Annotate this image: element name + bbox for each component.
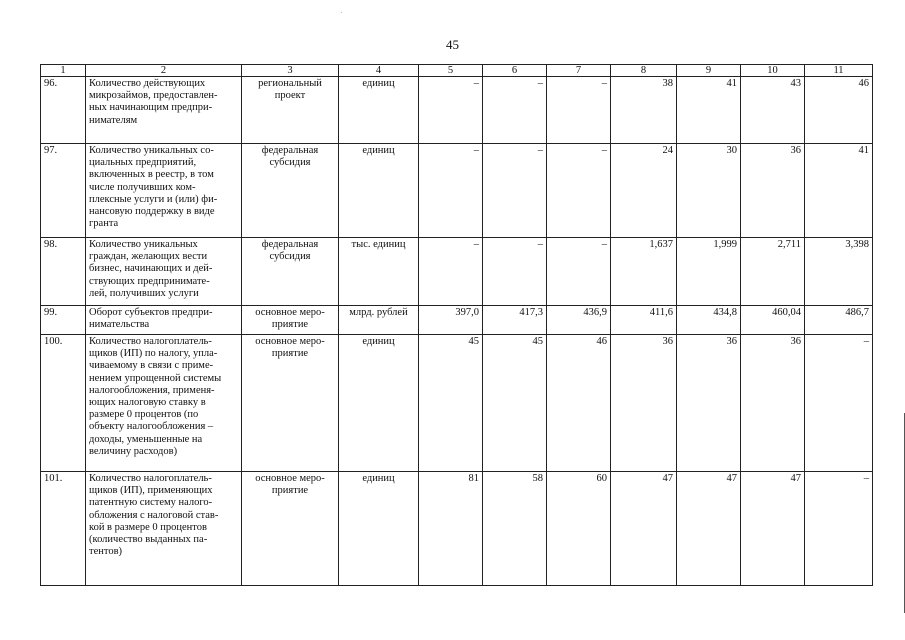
row-number: 101. [41,472,86,586]
indicator-name-line: (количество выданных па- [89,534,208,546]
value-cell: 411,6 [611,306,677,335]
indicator-name-line: Количество налогоплатель- [89,473,212,484]
header-cell: 3 [242,65,339,77]
value-cell: 38 [611,77,677,144]
indicator-name-line: Количество уникальных [89,239,198,250]
value-cell: – [547,77,611,144]
source-line: приятие [271,319,309,331]
source-line: субсидия [269,251,311,263]
source-line: федеральная [261,239,319,250]
indicator-name-line: обложения с налоговой став- [89,509,219,521]
value-cell: 47 [741,472,805,586]
indicator-name-line: Количество налогоплатель- [89,336,212,347]
header-cell: 10 [741,65,805,77]
row-number: 97. [41,144,86,238]
column-number-row [41,65,873,77]
value-cell: – [419,77,483,144]
indicator-name-line: кой в размере 0 процентов [89,521,207,533]
value-cell: 41 [805,144,873,238]
indicator-name-line: щиков (ИП) по налогу, упла- [89,348,218,360]
unit-cell: млрд. рублей [339,306,419,335]
indicator-name-line: доходы, уменьшенные на [89,433,203,445]
source-line: приятие [271,485,309,497]
table-row [41,77,873,144]
header-cell: 6 [483,65,547,77]
indicator-name-line: нимательства [89,319,150,331]
source-cell [242,77,339,144]
value-cell: 43 [741,77,805,144]
source-cell [242,144,339,238]
source-line: региональный [258,78,322,89]
unit-cell: единиц [339,77,419,144]
indicator-name [86,77,242,144]
value-cell: – [419,238,483,306]
indicator-name-line: ющих налоговую ставку в [89,397,206,409]
source-line: субсидия [269,157,311,169]
value-cell: 460,04 [741,306,805,335]
indicator-name-line: величину расходов) [89,445,178,457]
value-cell: 47 [677,472,741,586]
row-number: 100. [41,335,86,472]
value-cell: 24 [611,144,677,238]
source-cell [242,238,339,306]
header-cell: 8 [611,65,677,77]
indicator-name-line: щиков (ИП), применяющих [89,485,213,497]
header-cell: 1 [41,65,86,77]
indicator-name-line: Количество уникальных со- [89,145,214,156]
indicator-name-line: нением упрощенной системы [89,372,222,384]
table-row [41,144,873,238]
table-row [41,472,873,586]
indicator-name-line: налогообложения, применя- [89,384,215,396]
value-cell: 30 [677,144,741,238]
indicator-name-line: объекту налогообложения – [89,421,214,433]
header-cell: 5 [419,65,483,77]
value-cell: 3,398 [805,238,873,306]
value-cell: 1,637 [611,238,677,306]
indicator-name [86,238,242,306]
source-cell [242,472,339,586]
source-line: основное меро- [255,473,325,484]
header-cell: 2 [86,65,242,77]
indicator-name [86,306,242,335]
value-cell: – [547,144,611,238]
unit-cell: единиц [339,335,419,472]
indicator-name [86,144,242,238]
indicator-name-line: циальных предприятий, [89,157,197,169]
header-cell: 4 [339,65,419,77]
indicator-name-line: микрозаймов, предоставлен- [89,90,218,102]
indicator-name-line: патентную систему налого- [89,497,213,509]
value-cell: – [483,77,547,144]
value-cell: 60 [547,472,611,586]
value-cell: 58 [483,472,547,586]
value-cell: 45 [483,335,547,472]
source-line: проект [274,90,306,102]
indicator-name-line: Оборот субъектов предпри- [89,307,213,318]
value-cell: 36 [611,335,677,472]
value-cell: 81 [419,472,483,586]
row-number: 96. [41,77,86,144]
value-cell: – [805,472,873,586]
source-line: основное меро- [255,307,325,318]
value-cell: 36 [677,335,741,472]
table-row [41,238,873,306]
value-cell: 45 [419,335,483,472]
indicator-name-line: граждан, желающих вести [89,251,208,263]
indicator-name [86,335,242,472]
indicator-name-line: размере 0 процентов (по [89,409,199,421]
value-cell: 36 [741,144,805,238]
value-cell: 397,0 [419,306,483,335]
source-line: основное меро- [255,336,325,347]
page-number: 45 [446,37,459,52]
indicators-table [40,64,873,586]
table-row [41,335,873,472]
unit-cell: единиц [339,472,419,586]
value-cell: 2,711 [741,238,805,306]
value-cell: 417,3 [483,306,547,335]
header-cell: 9 [677,65,741,77]
value-cell: – [805,335,873,472]
indicator-name-line: бизнес, начинающих и дей- [89,263,213,275]
unit-cell: тыс. единиц [339,238,419,306]
indicator-name-line: ных начинающим предпри- [89,102,213,114]
indicator-name-line: Количество действующих [89,78,206,89]
indicator-name-line: нимателям [89,114,138,126]
indicator-name-line: тентов) [89,546,123,558]
indicator-name-line: нансовую поддержку в виде [89,206,215,218]
indicator-name-line: ствующих предпринимате- [89,275,210,287]
header-cell: 11 [805,65,873,77]
indicator-name-line: гранта [89,218,119,230]
value-cell: 1,999 [677,238,741,306]
value-cell: 36 [741,335,805,472]
row-number: 98. [41,238,86,306]
unit-cell: единиц [339,144,419,238]
table-row [41,306,873,335]
scan-speck [341,12,342,13]
value-cell: – [419,144,483,238]
source-cell [242,335,339,472]
value-cell: 486,7 [805,306,873,335]
source-cell [242,306,339,335]
value-cell: 47 [611,472,677,586]
indicator-name-line: лей, получивших услуги [89,287,199,299]
value-cell: – [483,238,547,306]
indicator-name-line: чиваемому в связи с приме- [89,360,214,372]
indicator-name [86,472,242,586]
value-cell: 434,8 [677,306,741,335]
header-cell: 7 [547,65,611,77]
value-cell: 41 [677,77,741,144]
indicator-name-line: включенных в реестр, в том [89,169,214,181]
source-line: федеральная [261,145,319,156]
value-cell: 46 [805,77,873,144]
value-cell: – [547,238,611,306]
indicator-name-line: числе получивших ком- [89,181,196,193]
value-cell: 436,9 [547,306,611,335]
value-cell: – [483,144,547,238]
indicator-name-line: плексные услуги и (или) фи- [89,193,218,205]
source-line: приятие [271,348,309,360]
row-number: 99. [41,306,86,335]
value-cell: 46 [547,335,611,472]
